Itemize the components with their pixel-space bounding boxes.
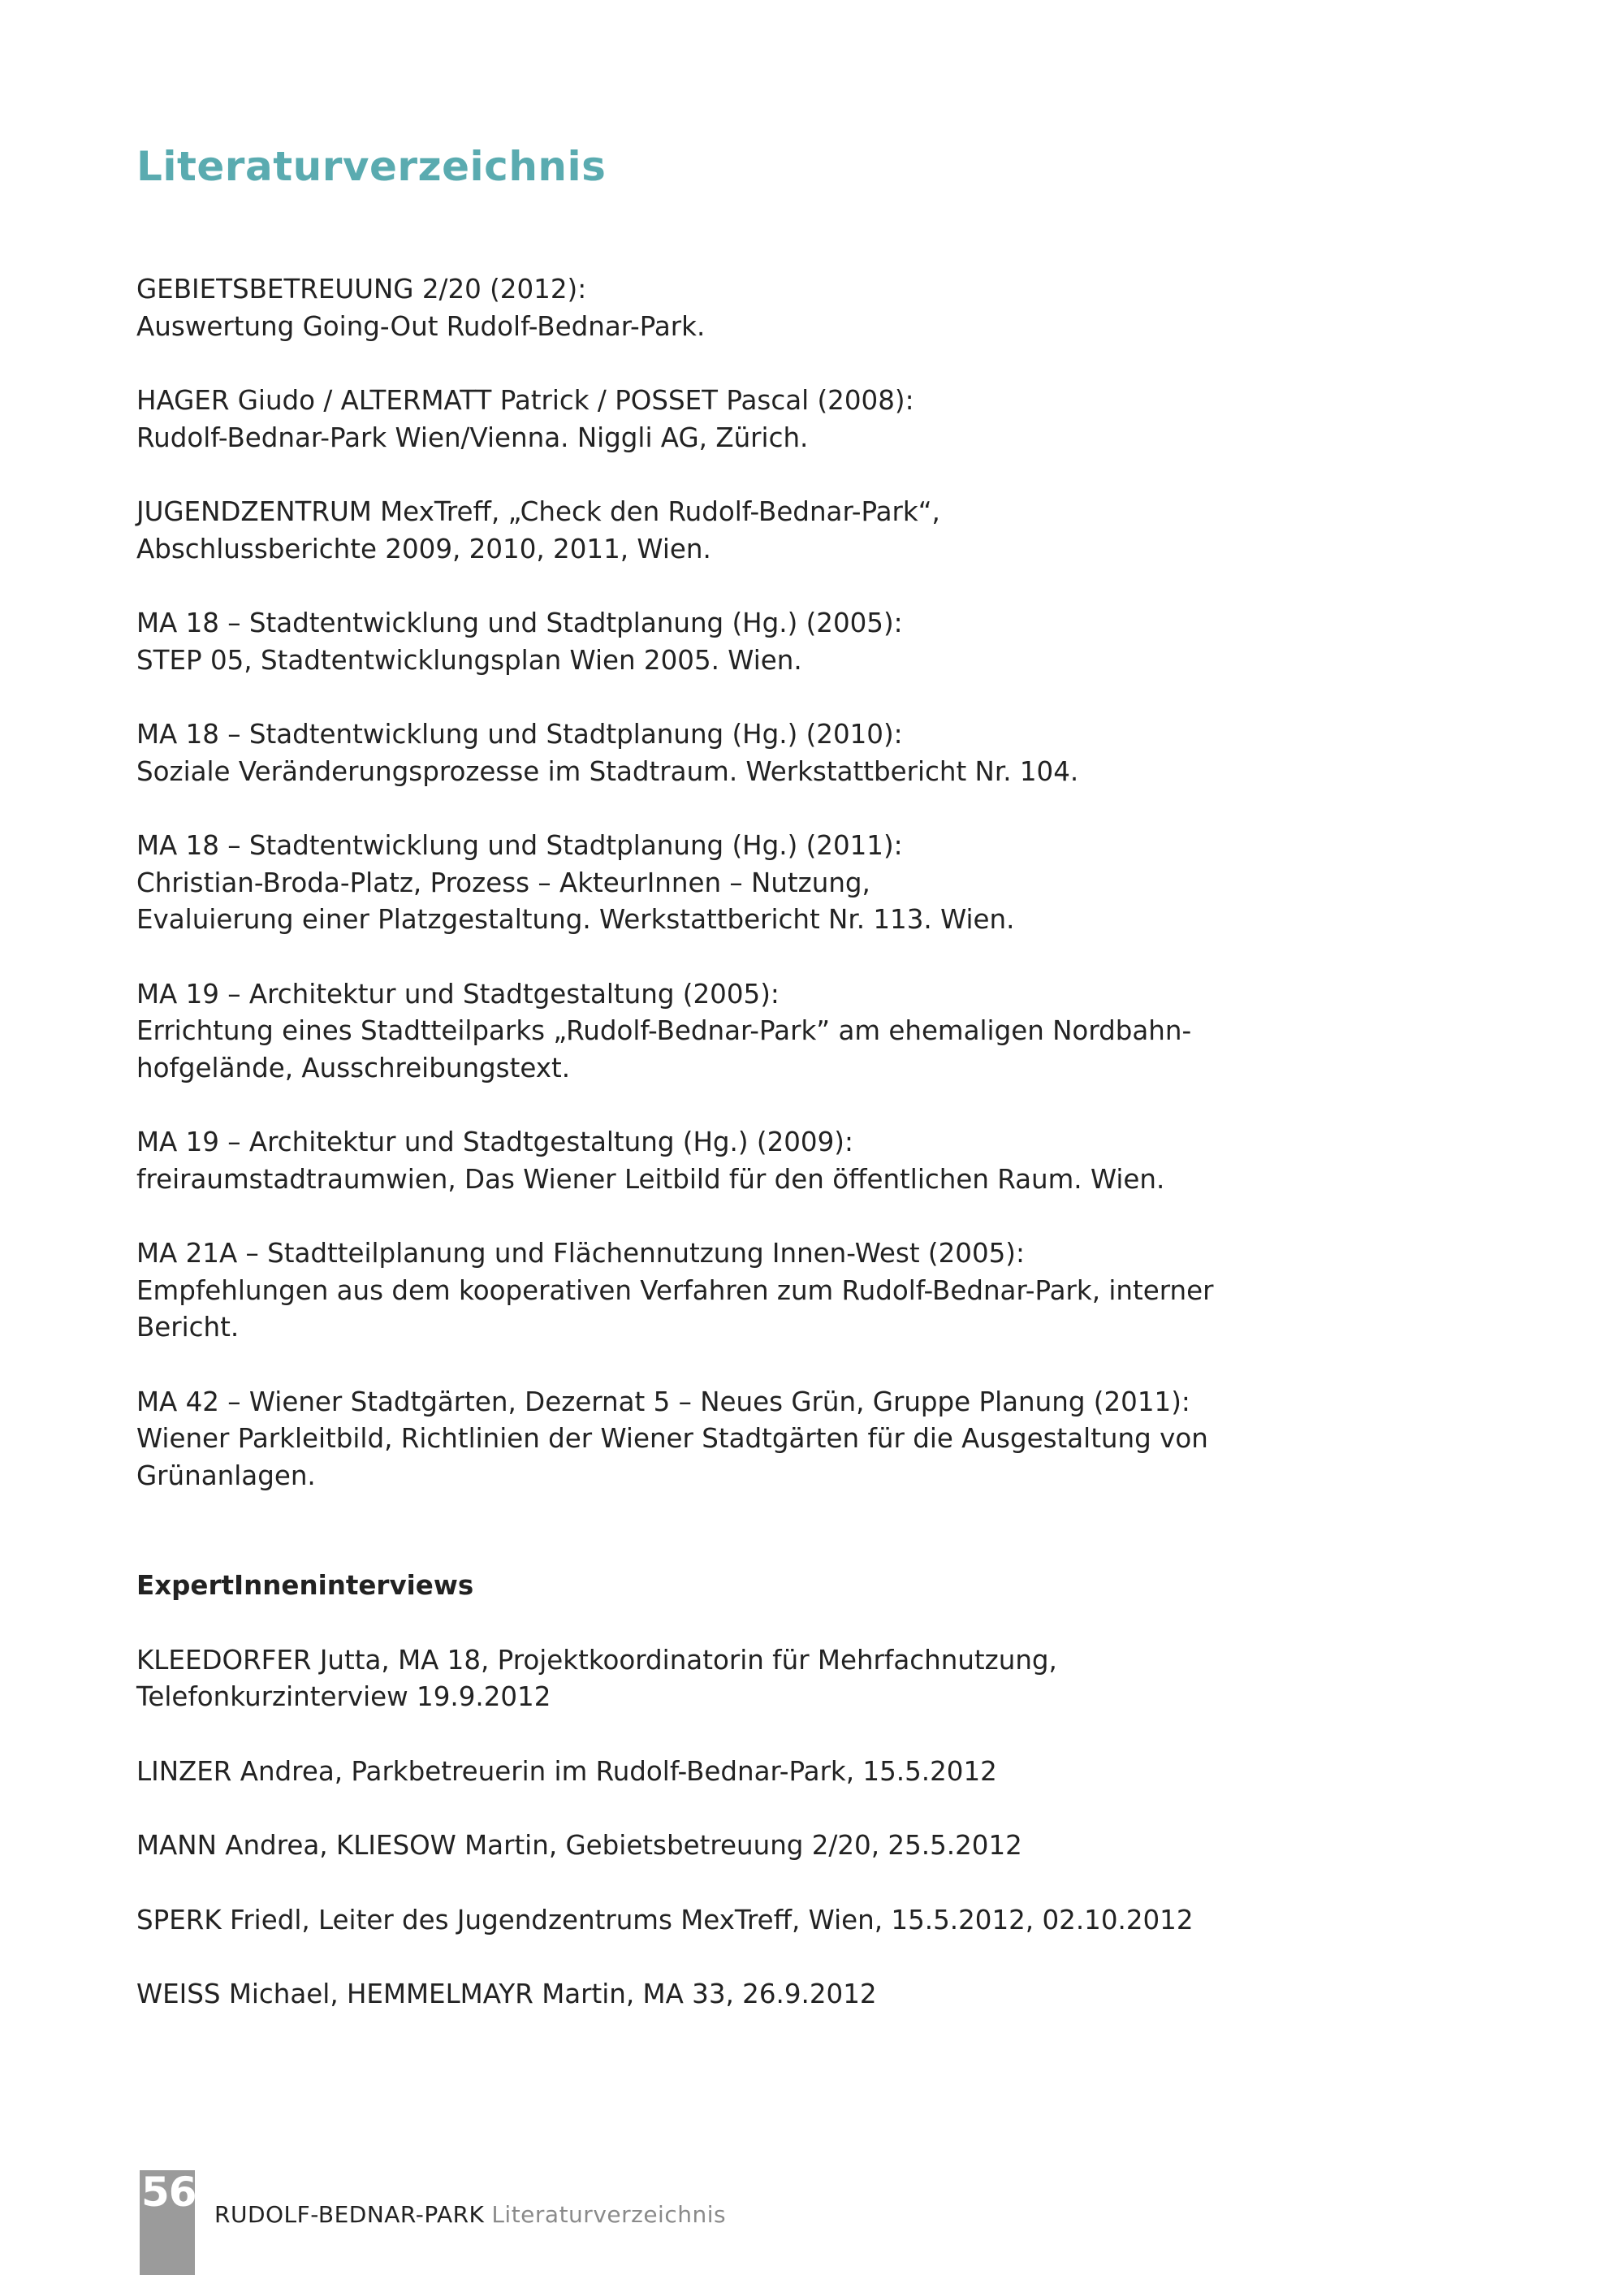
interview-line: Telefonkurzinterview 19.9.2012 (136, 1681, 551, 1712)
interview-line: KLEEDORFER Jutta, MA 18, Projektkoordinatorin für Mehrfachnutzung, (136, 1644, 1057, 1676)
reference-line: MA 18 – Stadtentwicklung und Stadtplanung (Hg.) (2011): (136, 830, 903, 861)
page-number: 56 (141, 2169, 197, 2216)
page-title: Literaturverzeichnis (136, 143, 607, 190)
reference-line: Christian-Broda-Platz, Prozess – AkteurInnen – Nutzung, (136, 867, 870, 898)
reference-entry (136, 271, 1192, 345)
reference-entry (136, 828, 1192, 939)
interview-line: SPERK Friedl, Leiter des Jugendzentrums MexTreff, Wien, 15.5.2012, 02.10.2012 (136, 1904, 1194, 1935)
reference-line: Abschlussberichte 2009, 2010, 2011, Wien. (136, 533, 711, 564)
reference-line: STEP 05, Stadtentwicklungsplan Wien 2005. Wien. (136, 644, 802, 676)
reference-line: Evaluierung einer Platzgestaltung. Werkstattbericht Nr. 113. Wien. (136, 904, 1015, 935)
reference-list (136, 271, 1214, 1494)
interview-entry (136, 1642, 1192, 1716)
bibliography (136, 271, 1214, 2051)
interview-line: LINZER Andrea, Parkbetreuerin im Rudolf-Bednar-Park, 15.5.2012 (136, 1755, 997, 1787)
interview-entry (136, 1754, 1192, 1791)
reference-line: Wiener Parkleitbild, Richtlinien der Wiener Stadtgärten für die Ausgestaltung von (136, 1423, 1208, 1454)
reference-line: MA 42 – Wiener Stadtgärten, Dezernat 5 – Neues Grün, Gruppe Planung (2011): (136, 1386, 1190, 1417)
interview-line: MANN Andrea, KLIESOW Martin, Gebietsbetreuung 2/20, 25.5.2012 (136, 1830, 1022, 1861)
footer-section: Literaturverzeichnis (491, 2201, 727, 2228)
reference-line: Auswertung Going-Out Rudolf-Bednar-Park. (136, 310, 706, 342)
interview-entry (136, 1902, 1192, 1940)
running-footer (214, 2201, 726, 2228)
reference-entry (136, 976, 1192, 1088)
reference-line: GEBIETSBETREUUNG 2/20 (2012): (136, 274, 587, 305)
reference-line: Empfehlungen aus dem kooperativen Verfahren zum Rudolf-Bednar-Park, interner (136, 1274, 1214, 1306)
reference-entry (136, 1384, 1208, 1495)
reference-line: Grünanlagen. (136, 1460, 316, 1491)
reference-line: JUGENDZENTRUM MexTreff, „Check den Rudolf-Bednar-Park“, (136, 496, 940, 527)
reference-line: Errichtung eines Stadtteilparks „Rudolf-Bednar-Park” am ehemaligen Nordbahn- (136, 1015, 1192, 1046)
reference-line: hofgelände, Ausschreibungstext. (136, 1052, 571, 1083)
reference-line: MA 18 – Stadtentwicklung und Stadtplanung (Hg.) (2010): (136, 719, 903, 750)
reference-entry (136, 494, 1192, 568)
reference-entry (136, 383, 1192, 456)
interview-entry (136, 1976, 1192, 2013)
interview-list (136, 1642, 1192, 2013)
reference-entry (136, 1235, 1214, 1347)
reference-line: Rudolf-Bednar-Park Wien/Vienna. Niggli AG, Zürich. (136, 422, 809, 453)
reference-line: MA 21A – Stadtteilplanung und Flächennutzung Innen-West (2005): (136, 1238, 1025, 1269)
reference-line: freiraumstadtraumwien, Das Wiener Leitbild für den öffentlichen Raum. Wien. (136, 1163, 1165, 1195)
reference-entry (136, 1124, 1192, 1198)
reference-entry (136, 716, 1192, 790)
reference-line: MA 19 – Architektur und Stadtgestaltung (2005): (136, 978, 780, 1010)
interview-line: WEISS Michael, HEMMELMAYR Martin, MA 33, 26.9.2012 (136, 1979, 877, 2009)
reference-entry (136, 605, 1192, 679)
footer-publication: RUDOLF-BEDNAR-PARK (214, 2201, 485, 2228)
interviews-heading: ExpertInneninterviews (136, 1570, 474, 1601)
reference-line: MA 19 – Architektur und Stadtgestaltung (Hg.) (2009): (136, 1127, 853, 1157)
reference-line: MA 18 – Stadtentwicklung und Stadtplanung (Hg.) (2005): (136, 608, 903, 638)
reference-line: Bericht. (136, 1312, 240, 1343)
reference-line: Soziale Veränderungsprozesse im Stadtraum. Werkstattbericht Nr. 104. (136, 755, 1079, 787)
reference-line: HAGER Giudo / ALTERMATT Patrick / POSSET Pascal (2008): (136, 385, 914, 416)
interview-entry (136, 1827, 1192, 1865)
